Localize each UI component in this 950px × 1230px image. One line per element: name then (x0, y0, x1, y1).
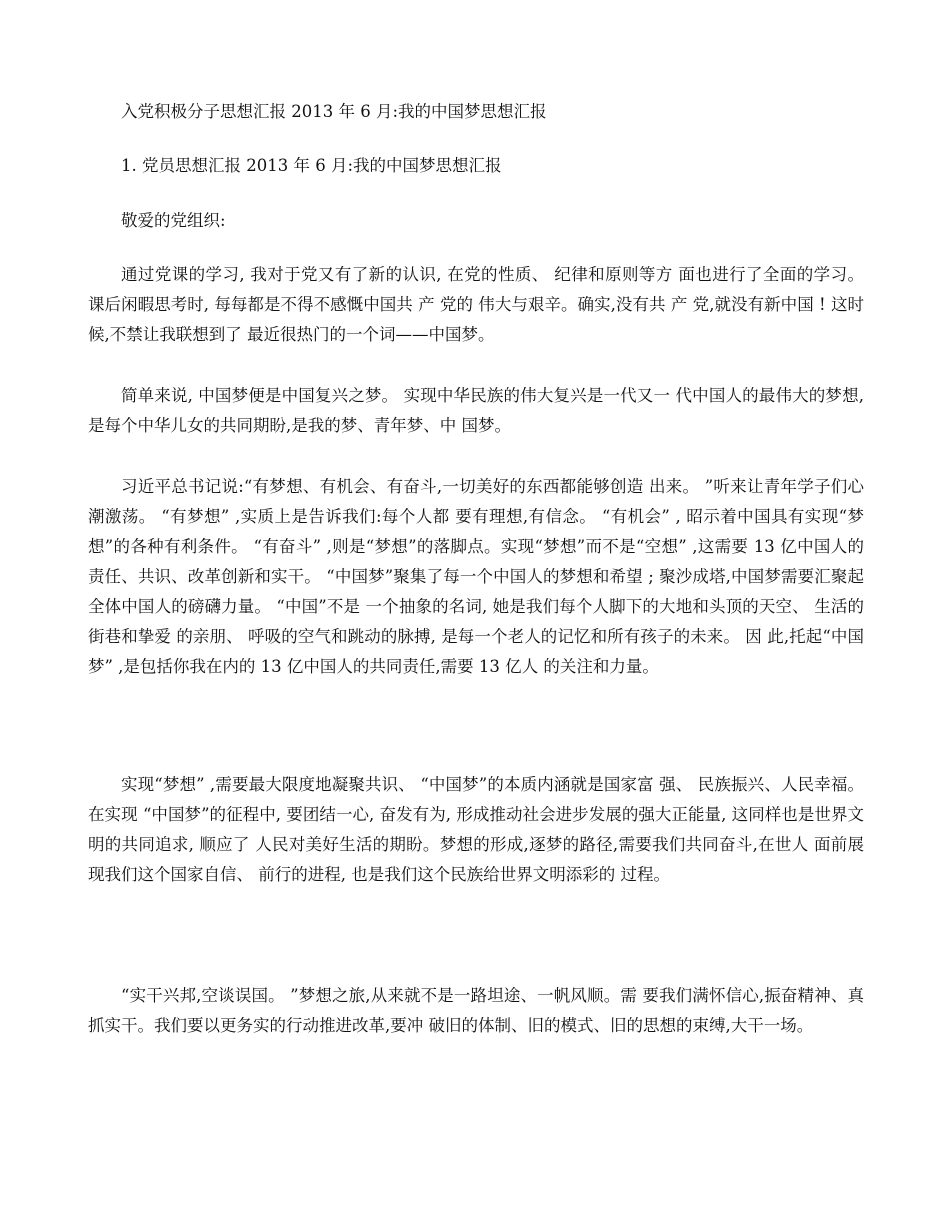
document-subtitle: 1. 党员思想汇报 2013 年 6 月:我的中国梦思想汇报 (121, 156, 502, 175)
paragraph-2: 简单来说, 中国梦便是中国复兴之梦。 实现中华民族的伟大复兴是一代又一 代中国人的最伟大的梦想,是每个中华儿女的共同期盼,是我的梦、青年梦、中 国梦。 (88, 386, 864, 435)
paragraph-1: 通过党课的学习, 我对于党又有了新的认识, 在党的性质、 纪律和原则等方 面也进行了全面的学习。 课后闲暇思考时, 每每都是不得不感慨中国共 产 党的 伟大与艰辛。确实,没有共 产 党,就没有新中国 ! 这时候,不禁让我联想到了 最近很热门的一个词——中国梦。 (88, 265, 864, 344)
salutation: 敬爱的党组织: (121, 211, 226, 230)
paragraph-5: “实干兴邦,空谈误国。 ”梦想之旅,从来就不是一路坦途、一帆风顺。需 要我们满怀信心,振奋精神、真抓实干。我们要以更务实的行动推进改革,要冲 破旧的体制、旧的模式、旧的思想的束缚,大干一场。 (88, 986, 864, 1035)
document-title: 入党积极分子思想汇报 2013 年 6 月:我的中国梦思想汇报 (121, 102, 547, 121)
paragraph-3: 习近平总书记说:“有梦想、有机会、有奋斗,一切美好的东西都能够创造 出来。 ”听来让青年学子们心潮激荡。 “有梦想” ,实质上是告诉我们:每个人都 要有理想,有信念。 “有机会” , 昭示着中国具有实现“梦想”的各种有利条件。 “有奋斗” ,则是“梦想”的落脚点。实现“梦想”而不是“空想” ,这需要 13 亿中国人的责任、共识、改革创新和实干。 “中国梦”聚集了每一个中国人的梦想和希望 ; 聚沙成塔,中国梦需要汇聚起全体中国人的磅礴力量。 “中国”不是 一个抽象的名词, 她是我们每个人脚下的大地和头顶的天空、 生活的街巷和挚爱 的亲朋、 呼吸的空气和跳动的脉搏, 是每一个老人的记忆和所有孩子的未来。 因 此,托起“中国梦” ,是包括你我在内的 13 亿中国人的共同责任,需要 13 亿人 的关注和力量。 (88, 477, 864, 676)
paragraph-4: 实现“梦想” ,需要最大限度地凝聚共识、 “中国梦”的本质内涵就是国家富 强、 民族振兴、人民幸福。 在实现 “中国梦”的征程中, 要团结一心, 奋发有为, 形成推动社会进步发展的强大正能量, 这同样也是世界文明的共同追求, 顺应了 人民对美好生活的期盼。梦想的形成,逐梦的路径,需要我们共同奋斗,在世人 面前展现我们这个国家自信、 前行的进程, 也是我们这个民族给世界文明添彩的 过程。 (88, 775, 864, 884)
